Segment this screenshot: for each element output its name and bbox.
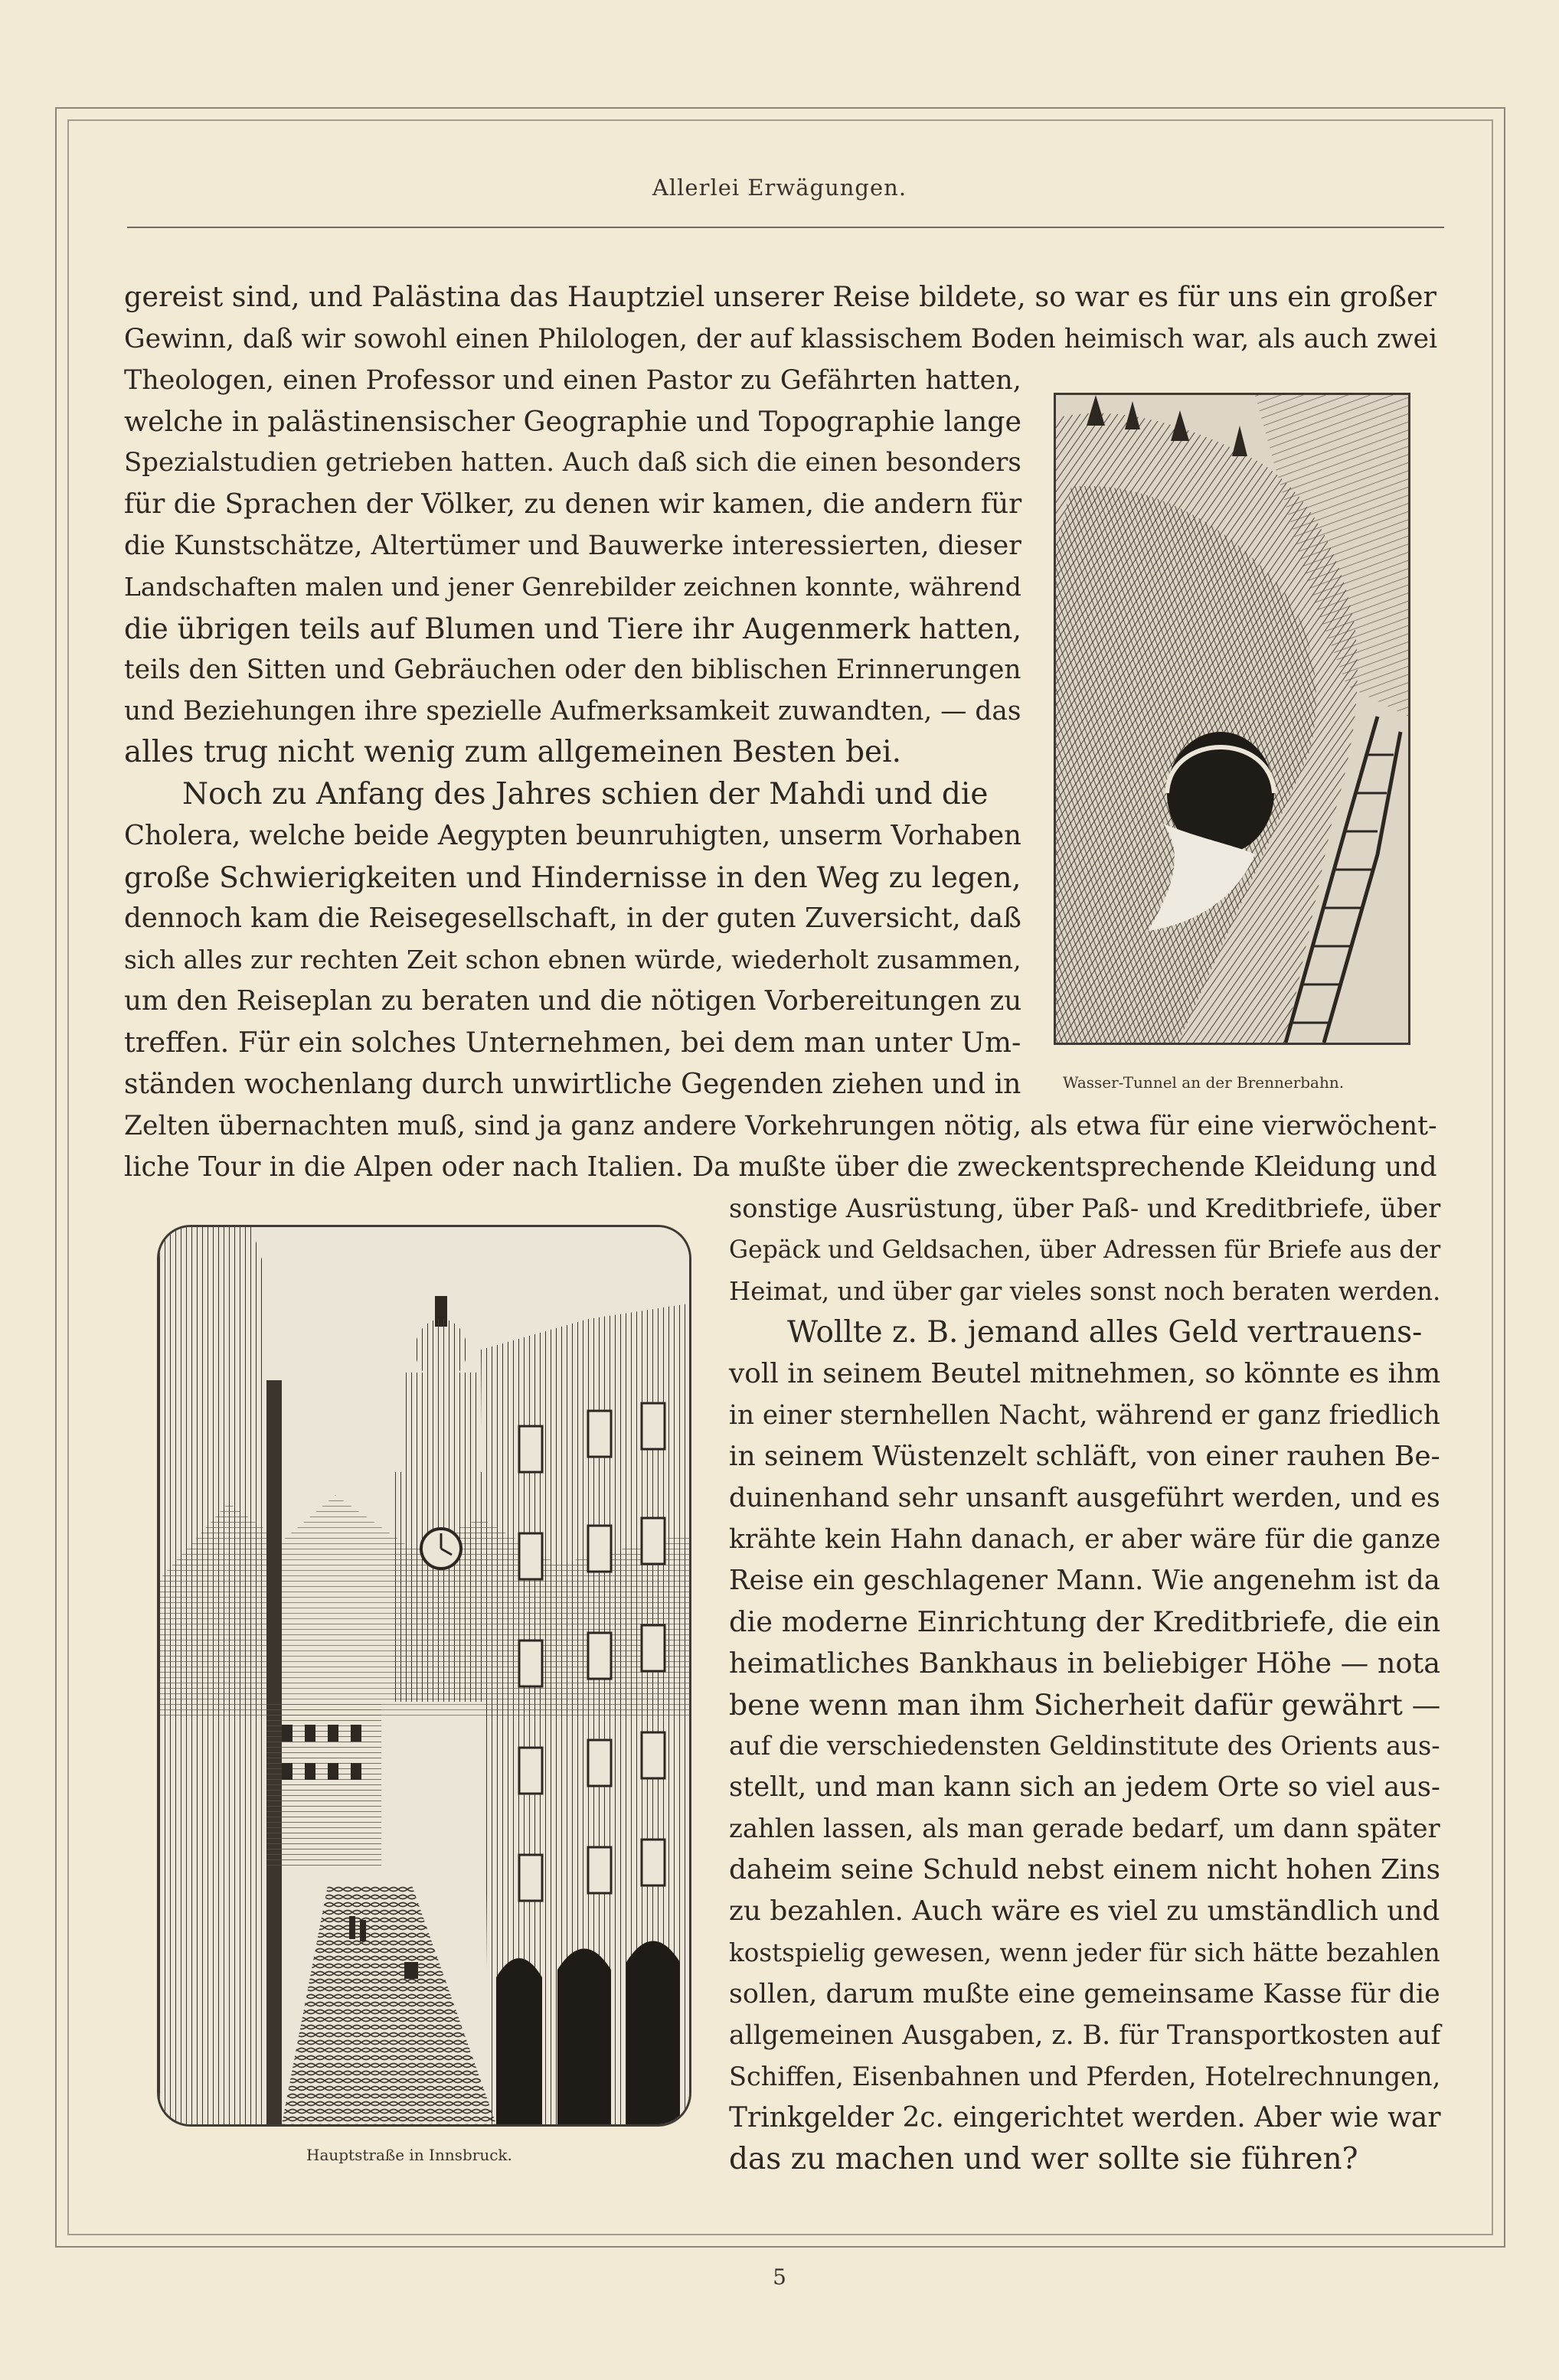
text-line: treffen. Für ein solches Unternehmen, bei dem man unter Um- xyxy=(124,1026,1021,1059)
text-line: große Schwierigkeiten und Hindernisse in den Weg zu legen, xyxy=(124,860,1021,894)
text-line: ständen wochenlang durch unwirtliche Gegenden ziehen und in xyxy=(124,1067,1021,1100)
text-line: duinenhand sehr unsanft ausgeführt werden, und es xyxy=(729,1483,1440,1513)
text-line: stellt, und man kann sich an jedem Orte so viel aus- xyxy=(729,1771,1440,1803)
text-line: kostspielig gewesen, wenn jeder für sich hätte bezahlen xyxy=(729,1938,1440,1967)
text-line: sonstige Ausrüstung, über Paß- und Kreditbriefe, über xyxy=(729,1193,1441,1223)
text-line: zu bezahlen. Auch wäre es viel zu umständlich und xyxy=(729,1895,1440,1927)
text-line: welche in palästinensischer Geographie und Topographie lange xyxy=(124,405,1021,438)
street-caption: Hauptstraße in Innsbruck. xyxy=(306,2146,512,2164)
text-line: und Beziehungen ihre spezielle Aufmerksamkeit zuwandten, — das xyxy=(124,696,1021,726)
text-line: in seinem Wüstenzelt schläft, von einer rauhen Be- xyxy=(729,1441,1440,1472)
text-line: Spezialstudien getrieben hatten. Auch daß sich die einen besonders xyxy=(124,448,1021,478)
text-line: sollen, darum mußte eine gemeinsame Kasse für die xyxy=(729,1979,1440,2009)
text-line: Gewinn, daß wir sowohl einen Philologen, der auf klassischem Boden heimisch war, als auch zwei xyxy=(124,324,1438,354)
text-line: daheim seine Schuld nebst einem nicht hohen Zins xyxy=(729,1854,1441,1885)
running-header: Allerlei Erwägungen. xyxy=(652,175,907,201)
text-line: Wollte z. B. jemand alles Geld vertrauens- xyxy=(787,1315,1423,1350)
text-line: Noch zu Anfang des Jahres schien der Mahdi und die xyxy=(182,777,989,811)
text-line: gereist sind, und Palästina das Hauptziel unserer Reise bildete, so war es für uns ein großer xyxy=(124,280,1436,313)
text-line: die Kunstschätze, Altertümer und Bauwerke interessierten, dieser xyxy=(124,531,1021,561)
text-line: Heimat, und über gar vieles sonst noch beraten werden. xyxy=(729,1277,1441,1306)
text-line: krähte kein Hahn danach, er aber wäre für die ganze xyxy=(729,1524,1441,1555)
text-line: Zelten übernachten muß, sind ja ganz andere Vorkehrungen nötig, als etwa für eine vierwöchent- xyxy=(124,1111,1437,1141)
header-rule xyxy=(127,227,1444,228)
text-line: Schiffen, Eisenbahnen und Pferden, Hotelrechnungen, xyxy=(729,2062,1441,2091)
text-line: teils den Sitten und Gebräuchen oder den biblischen Erinnerungen xyxy=(124,655,1021,685)
text-line: allgemeinen Ausgaben, z. B. für Transportkosten auf xyxy=(729,2020,1441,2051)
text-line: heimatliches Bankhaus in beliebiger Höhe — nota xyxy=(729,1647,1441,1680)
text-line: liche Tour in die Alpen oder nach Italien. Da mußte über die zweckentsprechende Kleidung und xyxy=(124,1151,1437,1183)
text-line: Trinkgelder 2c. eingerichtet werden. Aber wie war xyxy=(729,2102,1441,2134)
text-line: Reise ein geschlagener Mann. Wie angenehm ist da xyxy=(729,1565,1440,1596)
text-line: das zu machen und wer sollte sie führen? xyxy=(729,2142,1358,2176)
text-line: die übrigen teils auf Blumen und Tiere ihr Augenmerk hatten, xyxy=(124,612,1022,645)
street-engraving xyxy=(157,1225,691,2127)
tunnel-engraving xyxy=(1054,393,1410,1045)
text-line: sich alles zur rechten Zeit schon ebnen würde, wiederholt zusammen, xyxy=(124,945,1021,975)
text-line: die moderne Einrichtung der Kreditbriefe, die ein xyxy=(729,1605,1441,1638)
text-line: Landschaften malen und jener Genrebilder zeichnen konnte, während xyxy=(124,572,1021,602)
tunnel-caption: Wasser-Tunnel an der Brennerbahn. xyxy=(1063,1073,1345,1092)
text-line: alles trug nicht wenig zum allgemeinen Besten bei. xyxy=(124,735,901,769)
text-line: um den Reiseplan zu beraten und die nötigen Vorbereitungen zu xyxy=(124,985,1022,1017)
text-line: Theologen, einen Professor und einen Pastor zu Gefährten hatten, xyxy=(124,365,1021,396)
text-line: auf die verschiedensten Geldinstitute des Orients aus- xyxy=(729,1731,1440,1761)
text-line: Cholera, welche beide Aegypten beunruhigten, unserm Vorhaben xyxy=(124,820,1021,851)
text-line: für die Sprachen der Völker, zu denen wir kamen, die andern für xyxy=(124,488,1022,520)
text-line: in einer sternhellen Nacht, während er ganz friedlich xyxy=(729,1400,1440,1431)
text-line: Gepäck und Geldsachen, über Adressen für Briefe aus der xyxy=(729,1236,1441,1264)
page-number: 5 xyxy=(773,2264,786,2290)
text-line: zahlen lassen, als man gerade bedarf, um dann später xyxy=(729,1814,1440,1843)
text-line: voll in seinem Beutel mitnehmen, so könnte es ihm xyxy=(729,1358,1441,1389)
text-line: bene wenn man ihm Sicherheit dafür gewährt — xyxy=(729,1688,1441,1722)
text-line: dennoch kam die Reisegesellschaft, in der guten Zuversicht, daß xyxy=(124,903,1021,934)
